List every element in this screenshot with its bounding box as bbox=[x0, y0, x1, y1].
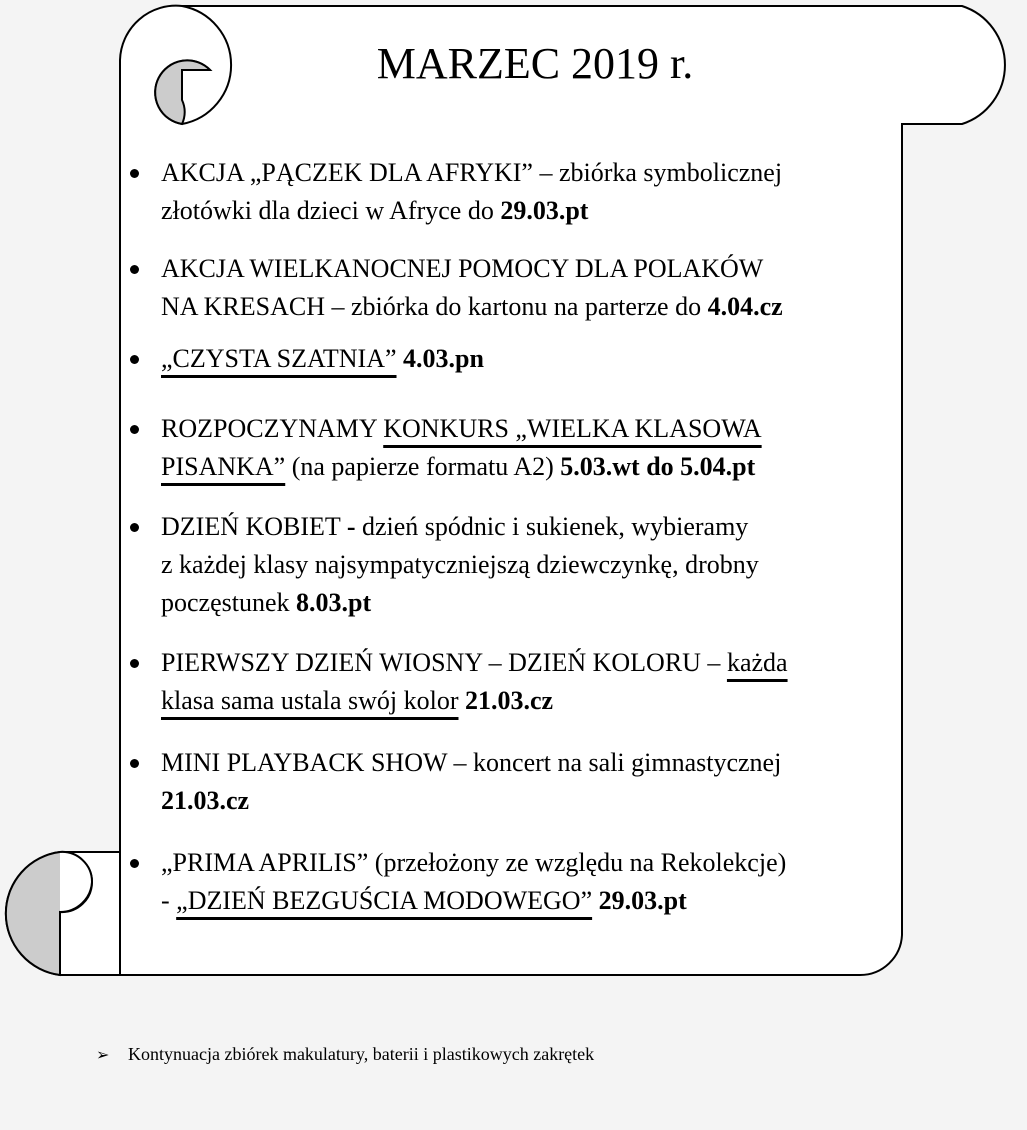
arrowhead-bullet-icon: ➢ bbox=[96, 1047, 110, 1064]
bullet-icon bbox=[130, 355, 139, 364]
bullet-icon bbox=[130, 169, 139, 178]
bullet-icon bbox=[130, 859, 139, 868]
bullet-icon bbox=[130, 659, 139, 668]
bullet-icon bbox=[130, 425, 139, 434]
page-title: MARZEC 2019 r. bbox=[376, 39, 694, 88]
bullet-icon bbox=[130, 523, 139, 532]
bullet-icon bbox=[130, 759, 139, 768]
note-text: Kontynuacja zbiórek makulatury, baterii i plastikowych zakrętek bbox=[128, 1044, 595, 1064]
scroll-body bbox=[60, 6, 1005, 975]
continuation-note bbox=[96, 1042, 594, 1068]
bullet-icon bbox=[130, 265, 139, 274]
